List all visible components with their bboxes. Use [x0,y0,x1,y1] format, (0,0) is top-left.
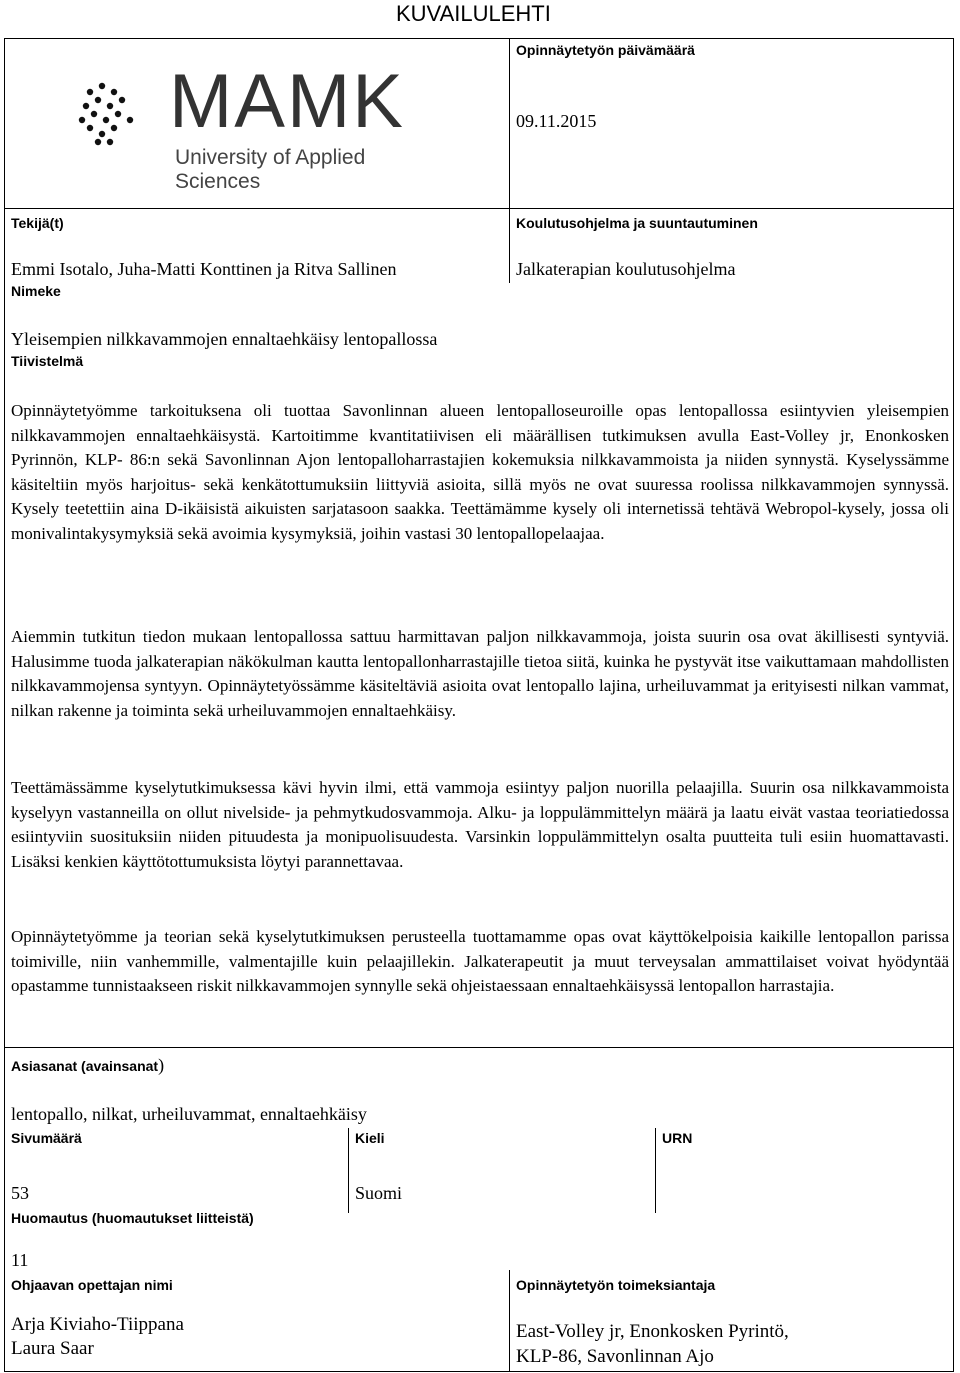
supervisors-label: Ohjaavan opettajan nimi [11,1277,173,1293]
title-label: Nimeke [11,283,61,299]
commissioner-line-2: KLP-86, Savonlinnan Ajo [516,1346,714,1367]
supervisor-name-1: Arja Kiviaho-Tiippana [11,1314,184,1335]
keywords-label-paren: ) [158,1055,165,1075]
logo-name: MAMK [169,59,405,144]
title-value: Yleisempien nilkkavammojen ennaltaehkäisy lentopallossa [11,329,438,349]
urn-label: URN [662,1130,693,1146]
date-value: 09.11.2015 [516,111,597,131]
mamk-logo [72,59,444,193]
abstract-paragraph-1: Opinnäytetyömme tarkoituksena oli tuottaa Savonlinnan alueen lentopalloseuroille opas lentopallossa esiintyvien yleisempien nilkkavammojen ennaltaehkäisystä. Kartoitimme kvantitatiivisen eli määrällisen tutkimuksen avulla East-Volley jr, Enonkosken Pyrinnön, KLP- 86:n sekä Savonlinnan Ajon lentopalloharrastajien kokemuksia nilkkavammoista ja niiden synnystä. Kyselyssämme käsiteltiin myös harjoitus- sekä kenkätottumuksiin liittyviä asioita, sillä myös ne ovat suuressa roolissa nilkkavammojen synnyssä. Kysely teetettiin aina D-ikäisistä aikuisten sarjatasoon saakka. Teettämämme kysely oli internetissä tehtävä Webropol-kysely, jossa oli monivalintakysymyksiä sekä avoimia kysymyksiä, joihin vastasi 30 lentopallopelaajaa. [11,401,949,543]
language-label: Kieli [355,1130,385,1146]
keywords-value: lentopallo, nilkat, urheiluvammat, ennaltaehkäisy [11,1104,367,1124]
commissioner-line-1: East-Volley jr, Enonkosken Pyrintö, [516,1321,789,1342]
keywords-top-line [4,1047,954,1048]
abstract-paragraph-3: Teettämässämme kyselytutkimuksessa kävi hyvin ilmi, että vammoja esiintyy paljon nuorilla pelaajilla. Suurin osa nilkkavammoista kyselyyn vastanneilla on ollut nivelside- ja pehmytkudosvammoja. Alku- ja loppulämmittelyn määrä ja laatu eivät vastaa teoriatiedossa esiintyviin suosituksiin niiden pituudesta ja monipuolisuudesta. Varsinkin loppulämmittelyn osalta puutteita tuli esiin huomattavasti. Lisäksi kenkien käyttötottumuksista löytyi parannettavaa. [11,778,949,871]
authors-divider [509,208,510,283]
abstract-paragraph-4: Opinnäytetyömme ja teorian sekä kyselytutkimuksen perusteella tuottamamme opas ovat käyttökelpoisia kaikille lentopallon parissa toimiville, niin vanhemmille, valmentajille kuin pelaajillekin. Jalkaterapeutit ja muut terveysalan ammattilaiset voivat hyödyntää opastamme tunnistaakseen riskit nilkkavammojen synnylle sekä ohjeistaessaan ennaltaehkäisyssä lentopallon harrastajia. [11,927,949,995]
keywords-label-text: Asiasanat (avainsanat [11,1058,159,1074]
header-divider [509,38,510,208]
authors-value: Emmi Isotalo, Juha-Matti Konttinen ja Ritva Sallinen [11,259,397,279]
notes-value: 11 [11,1250,29,1270]
language-divider [655,1128,656,1213]
pages-divider [348,1128,349,1213]
page-title: KUVAILULEHTI [396,1,551,26]
logo-subtitle: University of Applied Sciences [175,146,366,193]
pages-value: 53 [11,1183,29,1203]
language-value: Suomi [355,1183,403,1203]
programme-value: Jalkaterapian koulutusohjelma [516,259,736,279]
bottom-divider [509,1270,510,1372]
pages-label: Sivumäärä [11,1130,82,1146]
abstract-paragraph-2: Aiemmin tutkitun tiedon mukaan lentopallossa sattuu harmittavan paljon nilkkavammoja, joista suurin osa ovat äkillisesti syntyviä. Halusimme tuoda jalkaterapian näkökulman kautta lentopallonharrastajille tietoa siitä, kuinka he pystyvät itse vaikuttamaan mahdollisten nilkkavammojensa syntyyn. Opinnäytetyössämme käsiteltäviä asioita ovat lentopallo lajina, urheiluvammat ja erityisesti nilkan vammat, nilkan rakenne ja toiminta sekä urheiluvammojen ennaltaehkäisy. [11,627,949,720]
notes-label: Huomautus (huomautukset liitteistä) [11,1210,254,1226]
header-bottom-line [4,208,954,209]
date-label: Opinnäytetyön päivämäärä [516,42,695,58]
supervisor-name-2: Laura Saar [11,1338,94,1359]
commissioner-label: Opinnäytetyön toimeksiantaja [516,1277,716,1293]
keywords-label [11,1055,164,1076]
programme-label: Koulutusohjelma ja suuntautuminen [516,215,758,231]
abstract-label: Tiivistelmä [11,353,84,369]
authors-label: Tekijä(t) [11,215,64,231]
